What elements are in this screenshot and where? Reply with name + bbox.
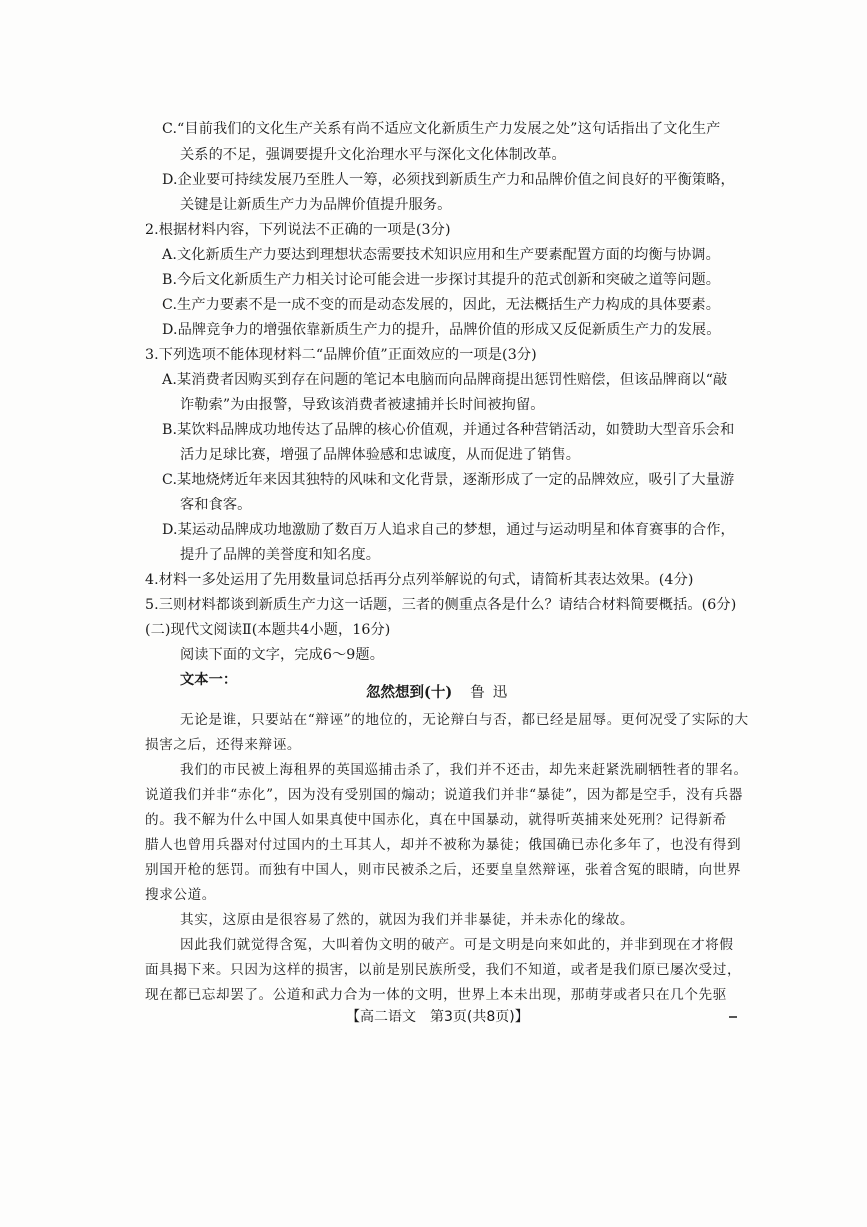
body-line-4: 说道我们并非“赤化”，因为没有受别国的煽动；说道我们并非“暴徒”，因为都是空手，没有兵器: [145, 787, 743, 803]
q3-option-c-line-2: 客和食客。: [180, 497, 252, 513]
scan-mark: [729, 1016, 737, 1018]
q2-option-d: D.品牌竞争力的增强依靠新质生产力的提升，品牌价值的形成又反促新质生产力的发展。: [162, 322, 721, 338]
option-c-line-2: 关系的不足，强调要提升文化治理水平与深化文化体制改革。: [180, 147, 566, 163]
body-line-9: 其实，这原由是很容易了然的，就因为我们并非暴徒，并未赤化的缘故。: [180, 912, 635, 928]
body-line-8: 搜求公道。: [145, 887, 216, 903]
q3-option-b-line-2: 活力足球比赛，增强了品牌体验感和忠诚度，从而促进了销售。: [180, 447, 581, 463]
body-line-7: 别国开枪的惩罚。而独有中国人，则市民被杀之后，还要皇皇然辩诬，张着含冤的眼睛，向世界: [145, 862, 742, 878]
section-heading: (二)现代文阅读Ⅱ(本题共4小题，16分): [145, 622, 391, 638]
question-4: 4.材料一多处运用了先用数量词总括再分点列举解说的句式，请简析其表达效果。(4分): [145, 572, 694, 588]
body-line-3: 我们的市民被上海租界的英国巡捕击杀了，我们并不还击，却先来赶紧洗刷牺牲者的罪名。: [180, 762, 748, 778]
article-title: 忽然想到(十): [366, 684, 453, 701]
question-3-stem: 3.下列选项不能体现材料二“品牌价值”正面效应的一项是(3分): [145, 347, 537, 363]
text-one-label: 文本一：: [180, 672, 238, 688]
q2-option-c: C.生产力要素不是一成不变的而是动态发展的，因此，无法概括生产力构成的具体要素。: [162, 297, 720, 313]
reading-instruction: 阅读下面的文字，完成6～9题。: [180, 647, 384, 663]
body-line-5: 的。我不解为什么中国人如果真使中国赤化，真在中国暴动，就得听英捕来处死刑？记得新希: [145, 812, 727, 828]
q3-option-d-line-2: 提升了品牌的美誉度和知名度。: [180, 547, 381, 563]
body-line-12: 现在都已忘却罢了。公道和武力合为一体的文明，世界上本未出现，那萌芽或者只在几个先驱: [145, 987, 727, 1003]
q3-option-b-line-1: B.某饮料品牌成功地传达了品牌的核心价值观，并通过各种营销活动，如赞助大型音乐会和: [162, 422, 735, 438]
q2-option-b: B.今后文化新质生产力相关讨论可能会进一步探讨其提升的范式创新和突破之道等问题。: [162, 272, 721, 288]
option-c-line-1: C.“目前我们的文化生产关系有尚不适应文化新质生产力发展之处”这句话指出了文化生产: [162, 121, 721, 137]
article-heading: [366, 683, 515, 703]
q3-option-c-line-1: C.某地烧烤近年来因其独特的风味和文化背景，逐渐形成了一定的品牌效应，吸引了大量游: [162, 472, 735, 488]
question-5: 5.三则材料都谈到新质生产力这一话题，三者的侧重点各是什么？请结合材料简要概括。(6分): [145, 597, 737, 613]
body-line-6: 腊人也曾用兵器对付过国内的土耳其人，却并不被称为暴徒；俄国确已赤化多年了，也没有得到: [145, 837, 742, 853]
body-line-10: 因此我们就觉得含冤，大叫着伪文明的破产。可是文明是向来如此的，并非到现在才将假: [180, 937, 734, 953]
q3-option-d-line-1: D.某运动品牌成功地激励了数百万人追求自己的梦想，通过与运动明星和体育赛事的合作，: [162, 522, 735, 538]
body-line-2: 损害之后，还得来辩诬。: [145, 737, 302, 753]
body-line-11: 面具揭下来。只因为这样的损害，以前是别民族所受，我们不知道，或者是我们原已屡次受过，: [145, 962, 742, 978]
question-2-stem: 2.根据材料内容，下列说法不正确的一项是(3分): [145, 222, 451, 238]
q3-option-a-line-2: 诈勒索”为由报警，导致该消费者被逮捕并长时间被拘留。: [180, 397, 545, 413]
page-footer: 【高二语文 第3页(共8页)】: [346, 1009, 529, 1025]
q2-option-a: A.文化新质生产力要达到理想状态需要技术知识应用和生产要素配置方面的均衡与协调。: [162, 247, 720, 263]
article-author: 鲁迅: [470, 685, 516, 701]
option-d-line-2: 关键是让新质生产力为品牌价值提升服务。: [180, 197, 452, 213]
body-line-1: 无论是谁，只要站在“辩诬”的地位的，无论辩白与否，都已经是屈辱。更何况受了实际的大: [180, 712, 749, 728]
option-d-line-1: D.企业要可持续发展乃至胜人一筹，必须找到新质生产力和品牌价值之间良好的平衡策略，: [162, 172, 735, 188]
q3-option-a-line-1: A.某消费者因购买到存在问题的笔记本电脑而向品牌商提出惩罚性赔偿，但该品牌商以“敲: [162, 372, 728, 388]
